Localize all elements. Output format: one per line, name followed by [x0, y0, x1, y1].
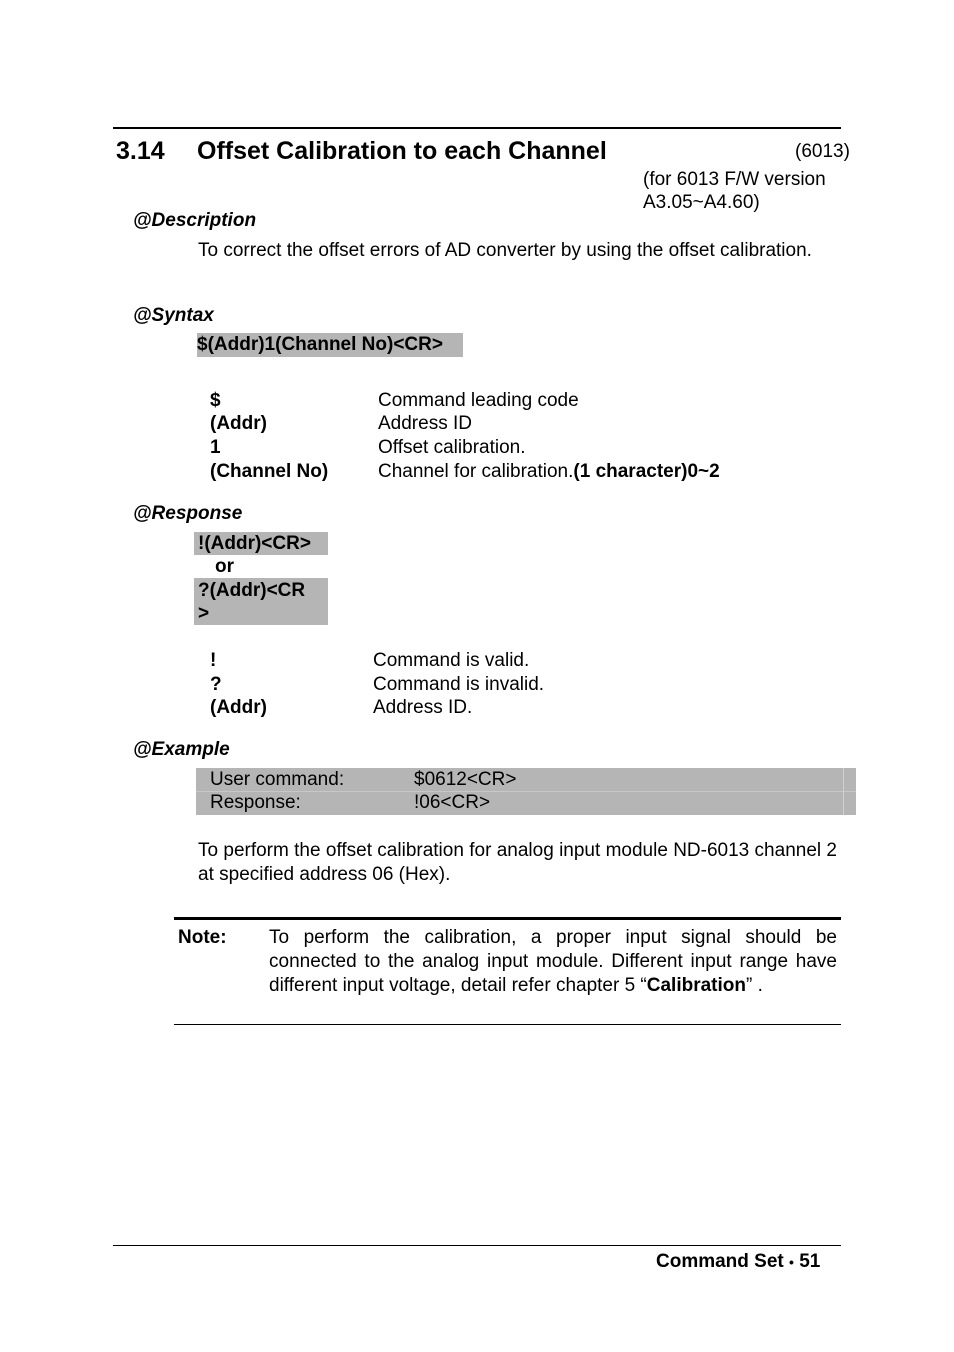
note-text-end: ” .	[746, 975, 763, 996]
syntax-heading: @Syntax	[133, 305, 214, 326]
header-top-rule	[113, 127, 841, 129]
syntax-param-name: 1	[210, 437, 221, 458]
section-number: 3.14	[116, 137, 165, 165]
response-valid: !(Addr)<CR>	[194, 532, 328, 555]
note-label: Note:	[178, 927, 227, 948]
syntax-param-desc: Offset calibration.	[378, 437, 526, 458]
response-param-desc: Command is invalid.	[373, 674, 545, 695]
model-label: (6013)	[795, 141, 850, 162]
syntax-param-name: (Channel No)	[210, 461, 329, 482]
syntax-param-desc: Command leading code	[378, 390, 579, 411]
example-row-value: $0612<CR>	[414, 769, 517, 790]
footer	[656, 1250, 820, 1274]
response-or: or	[215, 556, 234, 577]
note-text-bold: Calibration	[646, 975, 746, 996]
example-heading: @Example	[133, 739, 230, 760]
note-text-main: To perform the calibration, a proper input signal should be connected to the analog input module. Different input range have different input voltage, detail refer chapter 5 “	[269, 927, 837, 996]
syntax-param-desc-text: Channel for calibration.	[378, 461, 574, 482]
footer-label: Command Set	[656, 1251, 784, 1272]
example-row-label: Response:	[210, 792, 301, 813]
response-invalid-line-2: >	[198, 603, 210, 624]
version-line-1: (for 6013 F/W version	[643, 169, 826, 190]
page-number: 51	[799, 1251, 821, 1272]
footer-bullet: •	[789, 1254, 794, 1270]
response-param-name: (Addr)	[210, 697, 267, 718]
syntax-param-desc-bold: (1 character)0~2	[573, 461, 720, 482]
syntax-param-desc	[378, 460, 720, 484]
section-title: Offset Calibration to each Channel	[197, 137, 607, 165]
syntax-param-name: $	[210, 390, 221, 411]
response-param-desc: Command is valid.	[373, 650, 530, 671]
note-text	[269, 926, 837, 998]
version-line-2: A3.05~A4.60)	[643, 192, 760, 213]
note-top-rule	[174, 917, 841, 920]
response-param-desc: Address ID.	[373, 697, 473, 718]
example-row-value: !06<CR>	[414, 792, 491, 813]
response-heading: @Response	[133, 503, 243, 524]
footer-rule	[113, 1245, 841, 1246]
syntax-param-desc: Address ID	[378, 413, 472, 434]
example-text: To perform the offset calibration for analog input module ND-6013 channel 2 at specified address 06 (Hex).	[198, 840, 837, 885]
description-text: To correct the offset errors of AD converter by using the offset calibration.	[198, 240, 812, 261]
syntax-param-name: (Addr)	[210, 413, 267, 434]
example-row-label: User command:	[210, 769, 345, 790]
description-heading: @Description	[133, 210, 257, 231]
response-param-name: !	[210, 650, 217, 671]
response-invalid-line-1: ?(Addr)<CR	[198, 580, 306, 601]
syntax-command: $(Addr)1(Channel No)<CR>	[197, 333, 463, 357]
response-param-name: ?	[210, 674, 222, 695]
note-bottom-rule	[174, 1024, 841, 1025]
example-table-edge	[843, 768, 844, 815]
